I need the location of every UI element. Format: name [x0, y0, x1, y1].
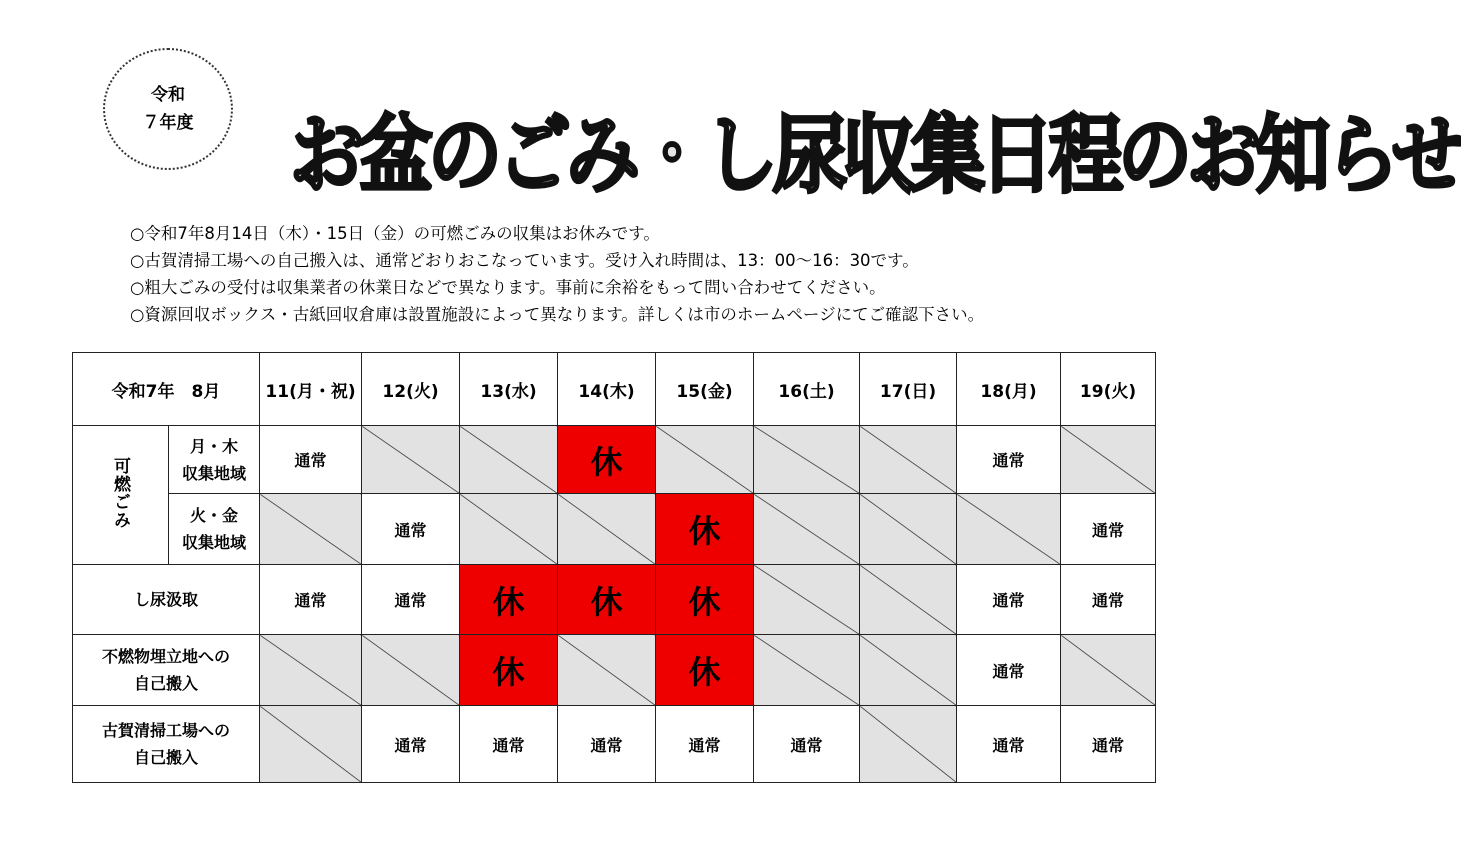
normal-cell: 通常 [260, 426, 362, 494]
normal-cell: 通常 [957, 565, 1061, 635]
closed-cell: 休 [656, 635, 754, 706]
notice-list [130, 220, 984, 328]
closed-cell: 休 [558, 565, 656, 635]
no-service-cell [860, 494, 957, 565]
row-label-line2: 収集地域 [182, 533, 247, 552]
row-label-line1: 月・木 [190, 436, 239, 456]
no-service-cell [362, 426, 460, 494]
no-service-cell [656, 426, 754, 494]
no-service-cell [754, 426, 860, 494]
normal-cell: 通常 [1061, 706, 1156, 783]
date-header: 13(水) [460, 353, 558, 426]
table-row [73, 426, 1156, 494]
closed-cell: 休 [558, 426, 656, 494]
row-label [73, 706, 260, 783]
no-service-cell [558, 494, 656, 565]
normal-cell: 通常 [260, 565, 362, 635]
no-service-cell [860, 706, 957, 783]
no-service-cell [860, 565, 957, 635]
notice-item: ○古賀清掃工場への自己搬入は、通常どおりおこなっています。受け入れ時間は、13：00～16：30です。 [130, 251, 919, 270]
no-service-cell [754, 494, 860, 565]
corner-label: 令和7年 8月 [73, 353, 260, 426]
row-label [169, 494, 260, 565]
date-header: 11(月・祝) [260, 353, 362, 426]
date-header: 14(木) [558, 353, 656, 426]
no-service-cell [754, 565, 860, 635]
closed-cell: 休 [656, 494, 754, 565]
normal-cell: 通常 [656, 706, 754, 783]
date-header: 16(土) [754, 353, 860, 426]
date-header: 15(金) [656, 353, 754, 426]
era-badge [103, 48, 233, 170]
row-label-line1: 火・金 [190, 506, 239, 525]
no-service-cell [1061, 426, 1156, 494]
closed-cell: 休 [656, 565, 754, 635]
row-label [73, 565, 260, 635]
date-header: 12(火) [362, 353, 460, 426]
row-label-line1: 不燃物埋立地への [102, 647, 231, 666]
normal-cell: 通常 [362, 706, 460, 783]
date-header: 17(日) [860, 353, 957, 426]
no-service-cell [460, 426, 558, 494]
normal-cell: 通常 [558, 706, 656, 783]
no-service-cell [260, 635, 362, 706]
no-service-cell [957, 494, 1061, 565]
closed-cell: 休 [460, 635, 558, 706]
notice-item: ○資源回収ボックス・古紙回収倉庫は設置施設によって異なります。詳しくは市のホームページにてご確認下さい。 [130, 305, 985, 324]
no-service-cell [754, 635, 860, 706]
row-label [169, 426, 260, 494]
no-service-cell [1061, 635, 1156, 706]
row-label [73, 635, 260, 706]
era-badge-line2: ７年度 [142, 113, 194, 133]
group-label-burnable [73, 426, 169, 565]
date-header: 18(月) [957, 353, 1061, 426]
group-label-text: 可燃ごみ [110, 457, 130, 529]
table-row [73, 706, 1156, 783]
row-label-line2: 収集地域 [182, 463, 247, 483]
normal-cell: 通常 [957, 635, 1061, 706]
page-title: お盆のごみ・し尿収集日程のお知らせ [290, 106, 1461, 206]
no-service-cell [260, 706, 362, 783]
notice-item: ○令和7年8月14日（木）・15日（金）の可燃ごみの収集はお休みです。 [130, 224, 660, 243]
normal-cell: 通常 [754, 706, 860, 783]
table-header-row [73, 353, 1156, 426]
no-service-cell [558, 635, 656, 706]
notice-item: ○粗大ごみの受付は収集業者の休業日などで異なります。事前に余裕をもって問い合わせてください。 [130, 278, 886, 297]
no-service-cell [860, 426, 957, 494]
era-badge-line1: 令和 [151, 85, 185, 105]
date-header: 19(火) [1061, 353, 1156, 426]
table-row [73, 494, 1156, 565]
normal-cell: 通常 [362, 494, 460, 565]
table-row [73, 635, 1156, 706]
row-label-line2: 自己搬入 [134, 748, 199, 767]
row-label-line2: 自己搬入 [134, 674, 199, 693]
no-service-cell [860, 635, 957, 706]
normal-cell: 通常 [1061, 565, 1156, 635]
table-row [73, 565, 1156, 635]
normal-cell: 通常 [460, 706, 558, 783]
row-label-line1: 古賀清掃工場への [102, 721, 231, 740]
normal-cell: 通常 [1061, 494, 1156, 565]
normal-cell: 通常 [957, 706, 1061, 783]
no-service-cell [260, 494, 362, 565]
row-label-line1: し尿汲取 [134, 590, 199, 609]
no-service-cell [460, 494, 558, 565]
no-service-cell [362, 635, 460, 706]
normal-cell: 通常 [362, 565, 460, 635]
normal-cell: 通常 [957, 426, 1061, 494]
collection-schedule-table [72, 352, 1156, 783]
closed-cell: 休 [460, 565, 558, 635]
